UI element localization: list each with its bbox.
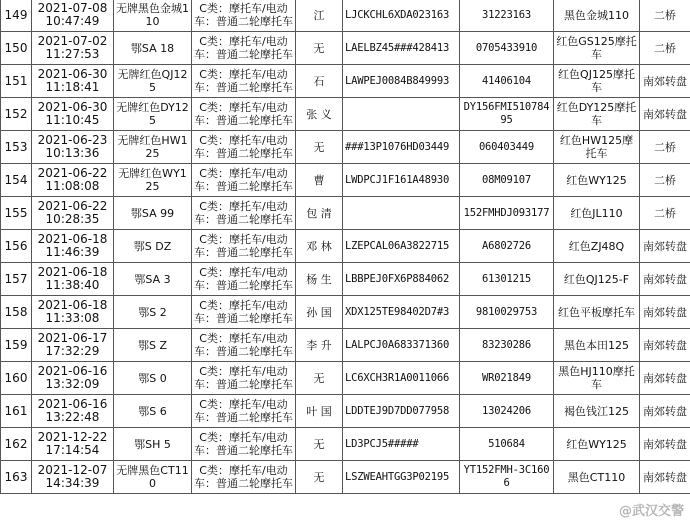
row-index: 151 — [1, 65, 32, 98]
row-engine: 08M09107 — [460, 164, 554, 197]
row-area: 南郊转盘 — [640, 296, 690, 329]
row-datetime: 2021-06-18 11:46:39 — [32, 230, 114, 263]
row-datetime: 2021-07-08 10:47:49 — [32, 0, 114, 32]
row-engine: 83230286 — [460, 329, 554, 362]
row-engine: 152FMHDJ093177 — [460, 197, 554, 230]
row-vin: LALPCJ0A683371360 — [343, 329, 460, 362]
row-owner: 叶 国 — [296, 395, 343, 428]
row-index: 153 — [1, 131, 32, 164]
row-owner: 无 — [296, 461, 343, 494]
row-index: 155 — [1, 197, 32, 230]
row-area: 南郊转盘 — [640, 65, 690, 98]
row-area: 二桥 — [640, 0, 690, 32]
row-engine: 13024206 — [460, 395, 554, 428]
row-category: C类：摩托车/电动车：普通二轮摩托车 — [192, 428, 296, 461]
row-model: 红色WY125 — [554, 164, 640, 197]
table-row — [1, 230, 690, 263]
row-area: 南郊转盘 — [640, 329, 690, 362]
row-engine: 41406104 — [460, 65, 554, 98]
row-engine: DY156FMI51078495 — [460, 98, 554, 131]
row-plate: 鄂SA 18 — [114, 32, 192, 65]
row-engine: 060403449 — [460, 131, 554, 164]
row-category: C类：摩托车/电动车：普通二轮摩托车 — [192, 230, 296, 263]
row-owner: 无 — [296, 362, 343, 395]
row-owner: 石 — [296, 65, 343, 98]
row-vin: LWDPCJ1F161A48930 — [343, 164, 460, 197]
row-datetime: 2021-07-02 11:27:53 — [32, 32, 114, 65]
row-plate: 鄂S DZ — [114, 230, 192, 263]
table-row — [1, 98, 690, 131]
row-engine: 31223163 — [460, 0, 554, 32]
row-model: 红色ZJ48Q — [554, 230, 640, 263]
row-plate: 无牌黑色CT110 — [114, 461, 192, 494]
row-category: C类：摩托车/电动车：普通二轮摩托车 — [192, 164, 296, 197]
row-plate: 鄂S 0 — [114, 362, 192, 395]
row-plate: 鄂S 2 — [114, 296, 192, 329]
row-owner: 邓 林 — [296, 230, 343, 263]
row-area: 二桥 — [640, 131, 690, 164]
row-area: 二桥 — [640, 32, 690, 65]
row-owner: 杨 生 — [296, 263, 343, 296]
row-area: 南郊转盘 — [640, 461, 690, 494]
row-index: 162 — [1, 428, 32, 461]
row-index: 152 — [1, 98, 32, 131]
row-owner: 孙 国 — [296, 296, 343, 329]
row-vin — [343, 197, 460, 230]
row-plate: 鄂SA 3 — [114, 263, 192, 296]
row-owner: 无 — [296, 131, 343, 164]
row-index: 156 — [1, 230, 32, 263]
row-plate: 鄂SA 99 — [114, 197, 192, 230]
row-model: 黑色CT110 — [554, 461, 640, 494]
row-vin: LJCKCHL6XDA023163 — [343, 0, 460, 32]
row-category: C类：摩托车/电动车：普通二轮摩托车 — [192, 65, 296, 98]
row-engine: 0705433910 — [460, 32, 554, 65]
table-row — [1, 32, 690, 65]
row-owner: 包 清 — [296, 197, 343, 230]
row-engine: WR021849 — [460, 362, 554, 395]
row-datetime: 2021-06-16 13:32:09 — [32, 362, 114, 395]
table-row — [1, 428, 690, 461]
row-datetime: 2021-06-22 10:28:35 — [32, 197, 114, 230]
row-category: C类：摩托车/电动车：普通二轮摩托车 — [192, 32, 296, 65]
row-area: 南郊转盘 — [640, 98, 690, 131]
row-engine: YT152FMH-3C1606 — [460, 461, 554, 494]
row-datetime: 2021-06-18 11:33:08 — [32, 296, 114, 329]
row-datetime: 2021-06-17 17:32:29 — [32, 329, 114, 362]
row-datetime: 2021-06-23 10:13:36 — [32, 131, 114, 164]
row-vin: LAWPEJ0084B849993 — [343, 65, 460, 98]
row-plate: 无牌红色WY125 — [114, 164, 192, 197]
row-datetime: 2021-06-30 11:10:45 — [32, 98, 114, 131]
row-engine: 9810029753 — [460, 296, 554, 329]
table-row — [1, 329, 690, 362]
row-category: C类：摩托车/电动车：普通二轮摩托车 — [192, 296, 296, 329]
row-plate: 鄂SH 5 — [114, 428, 192, 461]
row-index: 161 — [1, 395, 32, 428]
row-category: C类：摩托车/电动车：普通二轮摩托车 — [192, 362, 296, 395]
row-model: 黑色HJ110摩托车 — [554, 362, 640, 395]
row-index: 149 — [1, 0, 32, 32]
row-index: 150 — [1, 32, 32, 65]
row-vin: LAELBZ45###428413 — [343, 32, 460, 65]
row-model: 红色QJ125-F — [554, 263, 640, 296]
row-engine: 510684 — [460, 428, 554, 461]
row-category: C类：摩托车/电动车：普通二轮摩托车 — [192, 395, 296, 428]
row-model: 红色WY125 — [554, 428, 640, 461]
row-datetime: 2021-06-22 11:08:08 — [32, 164, 114, 197]
row-plate: 无牌红色DY125 — [114, 98, 192, 131]
row-vin: LZEPCAL06A3822715 — [343, 230, 460, 263]
row-plate: 鄂S 6 — [114, 395, 192, 428]
row-vin: LBBPEJ0FX6P884062 — [343, 263, 460, 296]
row-category: C类：摩托车/电动车：普通二轮摩托车 — [192, 98, 296, 131]
row-index: 157 — [1, 263, 32, 296]
table-row — [1, 395, 690, 428]
row-owner: 江 — [296, 0, 343, 32]
row-model: 褐色钱江125 — [554, 395, 640, 428]
row-model: 黑色本田125 — [554, 329, 640, 362]
row-engine: 61301215 — [460, 263, 554, 296]
row-datetime: 2021-12-07 14:34:39 — [32, 461, 114, 494]
row-datetime: 2021-06-16 13:22:48 — [32, 395, 114, 428]
row-model: 红色DY125摩托车 — [554, 98, 640, 131]
row-datetime: 2021-06-18 11:38:40 — [32, 263, 114, 296]
row-owner: 李 升 — [296, 329, 343, 362]
row-vin: ###13P1076HD03449 — [343, 131, 460, 164]
row-index: 163 — [1, 461, 32, 494]
row-area: 二桥 — [640, 164, 690, 197]
table-row — [1, 263, 690, 296]
row-model: 红色GS125摩托车 — [554, 32, 640, 65]
row-area: 二桥 — [640, 197, 690, 230]
table-row — [1, 131, 690, 164]
table-row — [1, 0, 690, 32]
row-plate: 无牌红色QJ125 — [114, 65, 192, 98]
row-vin — [343, 98, 460, 131]
table-row — [1, 65, 690, 98]
row-model: 红色QJ125摩托车 — [554, 65, 640, 98]
row-category: C类：摩托车/电动车：普通二轮摩托车 — [192, 461, 296, 494]
table-row — [1, 461, 690, 494]
row-index: 159 — [1, 329, 32, 362]
row-category: C类：摩托车/电动车：普通二轮摩托车 — [192, 197, 296, 230]
row-datetime: 2021-12-22 17:14:54 — [32, 428, 114, 461]
row-plate: 无牌黑色金城110 — [114, 0, 192, 32]
row-category: C类：摩托车/电动车：普通二轮摩托车 — [192, 263, 296, 296]
row-owner: 张 义 — [296, 98, 343, 131]
row-plate: 无牌红色HW125 — [114, 131, 192, 164]
row-vin: LD3PCJ5##### — [343, 428, 460, 461]
row-area: 南郊转盘 — [640, 395, 690, 428]
table-row — [1, 362, 690, 395]
row-vin: LC6XCH3R1A0011066 — [343, 362, 460, 395]
row-index: 160 — [1, 362, 32, 395]
row-category: C类：摩托车/电动车：普通二轮摩托车 — [192, 131, 296, 164]
row-index: 154 — [1, 164, 32, 197]
row-category: C类：摩托车/电动车：普通二轮摩托车 — [192, 329, 296, 362]
row-model: 红色平板摩托车 — [554, 296, 640, 329]
row-index: 158 — [1, 296, 32, 329]
row-category: C类：摩托车/电动车：普通二轮摩托车 — [192, 0, 296, 32]
row-datetime: 2021-06-30 11:18:41 — [32, 65, 114, 98]
row-area: 南郊转盘 — [640, 230, 690, 263]
row-owner: 无 — [296, 32, 343, 65]
row-plate: 鄂S Z — [114, 329, 192, 362]
row-area: 南郊转盘 — [640, 362, 690, 395]
row-owner: 无 — [296, 428, 343, 461]
row-model: 红色HW125摩托车 — [554, 131, 640, 164]
row-model: 红色JL110 — [554, 197, 640, 230]
table-row — [1, 296, 690, 329]
row-vin: LSZWEAHTGG3P02195 — [343, 461, 460, 494]
table-row — [1, 164, 690, 197]
row-vin: XDX125TE98402D7#3 — [343, 296, 460, 329]
table-row — [1, 197, 690, 230]
row-area: 南郊转盘 — [640, 428, 690, 461]
row-engine: A6802726 — [460, 230, 554, 263]
row-owner: 曹 — [296, 164, 343, 197]
row-vin: LDDTEJ9D7DD077958 — [343, 395, 460, 428]
row-model: 黑色金城110 — [554, 0, 640, 32]
watermark: @武汉交警 — [618, 504, 684, 519]
row-area: 南郊转盘 — [640, 263, 690, 296]
